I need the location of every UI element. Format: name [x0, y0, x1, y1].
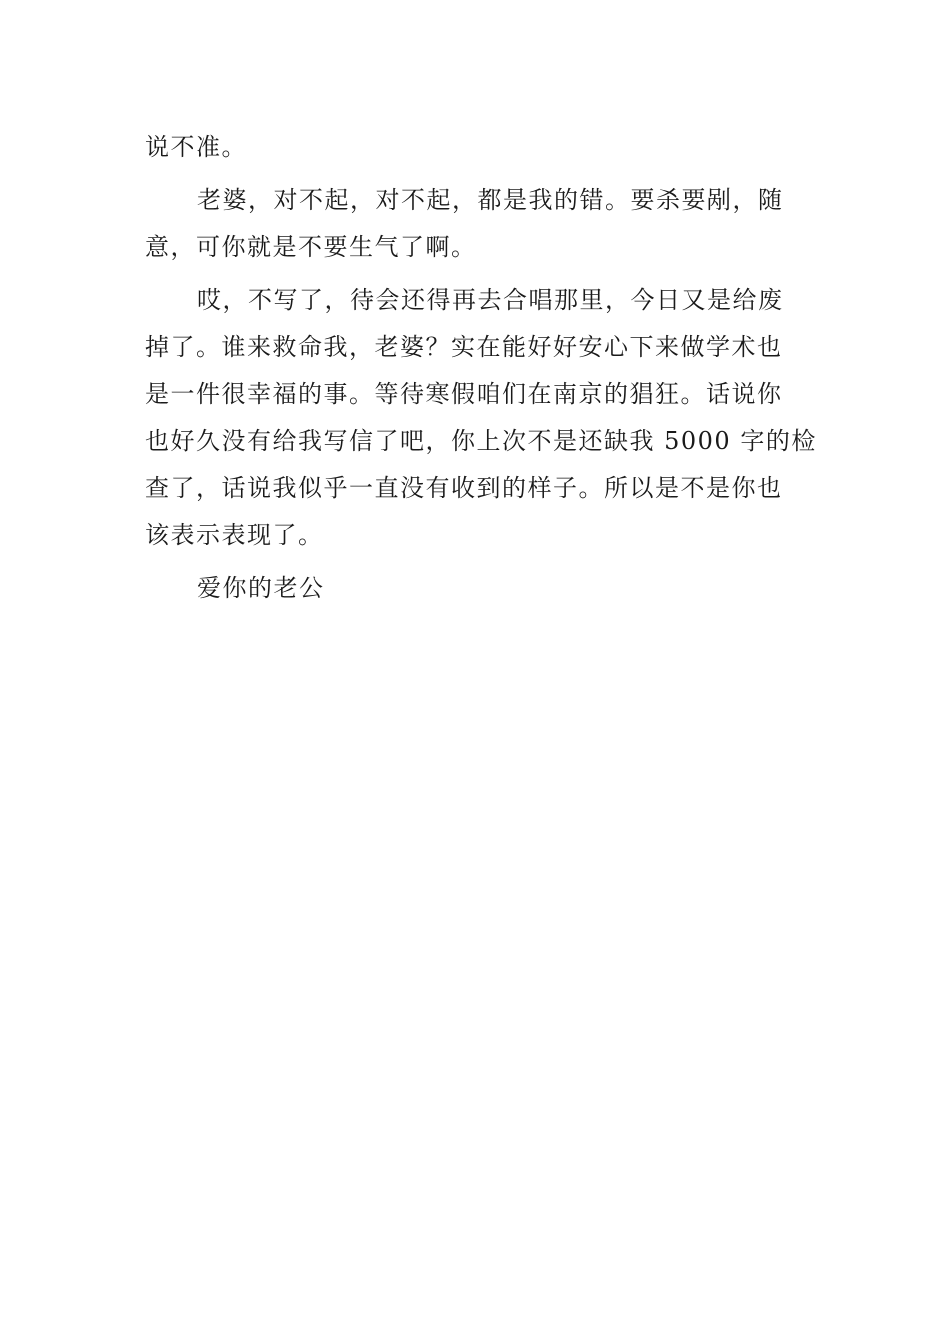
paragraph-main — [145, 277, 817, 559]
paragraph-apology — [145, 177, 807, 271]
text-line: 掉了。谁来救命我，老婆？实在能好好安心下来做学术也 — [145, 333, 783, 361]
text-line: 该表示表现了。 — [145, 521, 324, 549]
signature-text: 爱你的老公 — [197, 574, 325, 602]
paragraph-closing-fragment — [145, 124, 807, 171]
letter-body — [145, 124, 817, 618]
text-line: 说不准。 — [145, 133, 247, 161]
text-line: 查了，话说我似乎一直没有收到的样子。所以是不是你也 — [145, 474, 783, 502]
signature — [145, 565, 807, 612]
text-line: 老婆，对不起，对不起，都是我的错。要杀要剐，随 — [197, 186, 784, 214]
text-line: 也好久没有给我写信了吧，你上次不是还缺我 5000 字的检 — [145, 427, 817, 455]
text-line: 是一件很幸福的事。等待寒假咱们在南京的猖狂。话说你 — [145, 380, 783, 408]
text-line: 意，可你就是不要生气了啊。 — [145, 233, 477, 261]
text-line: 哎，不写了，待会还得再去合唱那里，今日又是给废 — [197, 286, 784, 314]
